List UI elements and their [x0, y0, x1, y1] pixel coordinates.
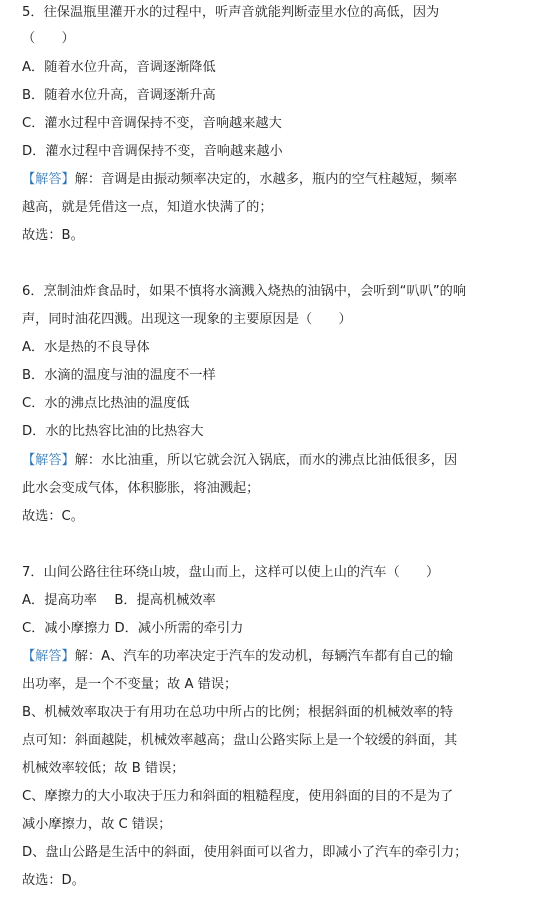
question-5-answer-line-2: 越高，就是凭借这一点，知道水快满了的； [22, 200, 273, 215]
question-7-answer-line-1 [22, 648, 453, 666]
question-7-answer-line-6: C、摩擦力的大小取决于压力和斜面的粗糙程度，使用斜面的目的不是为了 [22, 789, 454, 804]
answer-text: 解：A、汽车的功率决定于汽车的发动机，每辆汽车都有自己的输 [74, 649, 454, 664]
question-6-answer-line-1 [22, 452, 457, 470]
question-5-option-a: A．随着水位升高，音调逐渐降低 [22, 60, 216, 75]
question-7-options-line-2: C．减小摩擦力 D．减小所需的牵引力 [22, 621, 244, 636]
question-5-stem-line-1: 5．往保温瓶里灌开水的过程中，听声音就能判断壶里水位的高低，因为 [22, 5, 440, 20]
question-7-answer-line-2: 出功率，是一个不变量；故 A 错误； [22, 677, 238, 692]
question-6-option-a: A．水是热的不良导体 [22, 340, 150, 355]
answer-tag: 【解答】 [22, 453, 75, 468]
answer-text: 解：水比油重，所以它就会沉入锅底，而水的沸点比油低很多，因 [74, 453, 458, 468]
question-7-answer-line-3: B、机械效率取决于有用功在总功中所占的比例；根据斜面的机械效率的特 [22, 705, 454, 720]
question-6-option-c: C．水的沸点比热油的温度低 [22, 396, 190, 411]
question-7-answer-line-7: 减小摩擦力，故 C 错误； [22, 817, 172, 832]
question-6-option-d: D．水的比热容比油的比热容大 [22, 424, 204, 439]
question-7-answer-line-8: D、盘山公路是生活中的斜面，使用斜面可以省力，即减小了汽车的牵引力； [22, 845, 468, 860]
question-6-conclusion: 故选：C。 [22, 509, 84, 524]
question-7-answer-line-5: 机械效率较低；故 B 错误； [22, 761, 185, 776]
question-7-stem-line-1: 7．山间公路往往环绕山坡，盘山而上，这样可以使上山的汽车（ ） [22, 565, 440, 580]
question-6-option-b: B．水滴的温度与油的温度不一样 [22, 368, 216, 383]
question-5-answer-line-1 [22, 171, 457, 189]
answer-tag: 【解答】 [22, 172, 75, 187]
question-5-option-d: D．灌水过程中音调保持不变，音响越来越小 [22, 144, 283, 159]
question-6-stem-line-1: 6．烹制油炸食品时，如果不慎将水滴溅入烧热的油锅中，会听到“叭叭”的响 [22, 284, 467, 299]
question-7-answer-line-4: 点可知：斜面越陡，机械效率越高；盘山公路实际上是一个较缓的斜面，其 [22, 733, 458, 748]
question-7-conclusion: 故选：D。 [22, 873, 85, 888]
question-5-option-b: B．随着水位升高，音调逐渐升高 [22, 88, 216, 103]
answer-tag: 【解答】 [22, 649, 75, 664]
question-5-conclusion: 故选：B。 [22, 228, 84, 243]
question-7-options-line-1: A．提高功率 B．提高机械效率 [22, 593, 216, 608]
question-5-stem-line-2: （ ） [22, 31, 75, 46]
question-5-option-c: C．灌水过程中音调保持不变，音响越来越大 [22, 116, 282, 131]
question-6-stem-line-2: 声，同时油花四溅。出现这一现象的主要原因是（ ） [22, 312, 352, 327]
question-6-answer-line-2: 此水会变成气体，体积膨胀，将油溅起； [22, 481, 260, 496]
answer-text: 解：音调是由振动频率决定的，水越多，瓶内的空气柱越短，频率 [74, 172, 458, 187]
